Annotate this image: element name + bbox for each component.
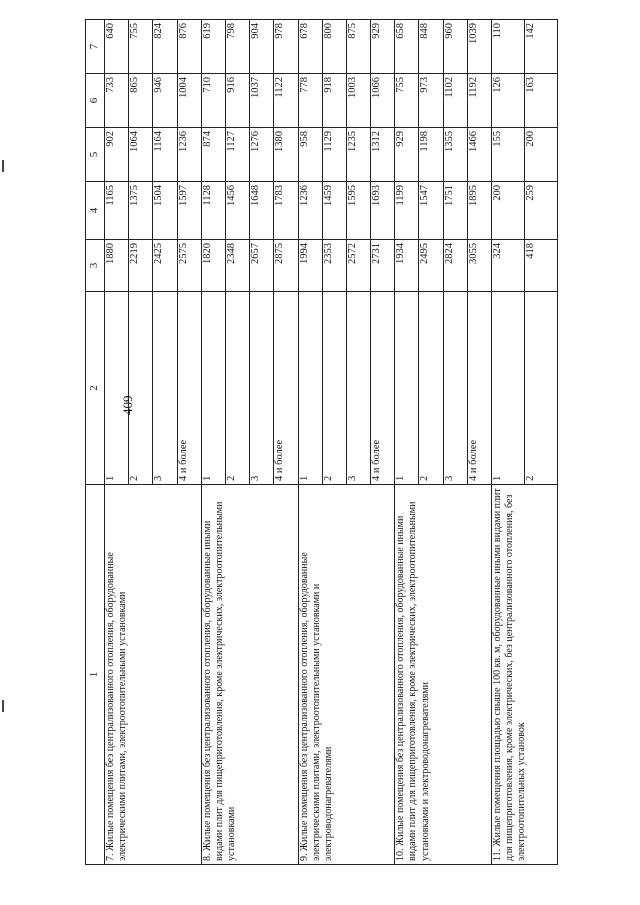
value-cell: 1066 bbox=[371, 74, 395, 128]
room-count-cell: 3 bbox=[153, 292, 177, 485]
value-cell: 1128 bbox=[201, 182, 225, 240]
value-cell: 2425 bbox=[153, 240, 177, 292]
room-count-cell: 2 bbox=[524, 292, 557, 485]
value-cell: 2824 bbox=[443, 240, 467, 292]
value-cell: 200 bbox=[524, 128, 557, 182]
category-description: 7. Жилые помещения без централизованного отопления, оборудованные электрическими плитами, электроотопительными установками bbox=[105, 485, 202, 865]
value-cell: 1236 bbox=[177, 128, 201, 182]
value-cell: 1895 bbox=[467, 182, 491, 240]
value-cell: 1198 bbox=[419, 128, 443, 182]
value-cell: 958 bbox=[298, 128, 322, 182]
value-cell: 733 bbox=[105, 74, 129, 128]
value-cell: 1459 bbox=[322, 182, 346, 240]
table-row bbox=[298, 20, 322, 865]
value-cell: 798 bbox=[225, 20, 249, 74]
rotated-page-content bbox=[85, 20, 558, 865]
value-cell: 874 bbox=[201, 128, 225, 182]
value-cell: 1165 bbox=[105, 182, 129, 240]
room-count-cell: 4 и более bbox=[274, 292, 298, 485]
value-cell: 324 bbox=[492, 240, 525, 292]
value-cell: 2219 bbox=[129, 240, 153, 292]
value-cell: 1129 bbox=[322, 128, 346, 182]
value-cell: 1235 bbox=[346, 128, 370, 182]
room-count-cell: 2 bbox=[322, 292, 346, 485]
room-count-cell: 1 bbox=[201, 292, 225, 485]
value-cell: 678 bbox=[298, 20, 322, 74]
value-cell: 1064 bbox=[129, 128, 153, 182]
value-cell: 1380 bbox=[274, 128, 298, 182]
value-cell: 1751 bbox=[443, 182, 467, 240]
value-cell: 946 bbox=[153, 74, 177, 128]
value-cell: 1880 bbox=[105, 240, 129, 292]
room-count-cell: 2 bbox=[419, 292, 443, 485]
value-cell: 200 bbox=[492, 182, 525, 240]
value-cell: 110 bbox=[492, 20, 525, 74]
value-cell: 875 bbox=[346, 20, 370, 74]
value-cell: 619 bbox=[201, 20, 225, 74]
value-cell: 1355 bbox=[443, 128, 467, 182]
value-cell: 1192 bbox=[467, 74, 491, 128]
value-cell: 800 bbox=[322, 20, 346, 74]
room-count-cell: 1 bbox=[492, 292, 525, 485]
value-cell: 778 bbox=[298, 74, 322, 128]
table-row bbox=[201, 20, 225, 865]
value-cell: 1039 bbox=[467, 20, 491, 74]
value-cell: 2731 bbox=[371, 240, 395, 292]
value-cell: 658 bbox=[395, 20, 419, 74]
value-cell: 978 bbox=[274, 20, 298, 74]
scan-edge-mark bbox=[2, 160, 4, 172]
value-cell: 710 bbox=[201, 74, 225, 128]
value-cell: 1102 bbox=[443, 74, 467, 128]
room-count-cell: 2 bbox=[225, 292, 249, 485]
value-cell: 929 bbox=[395, 128, 419, 182]
room-count-cell: 4 и более bbox=[467, 292, 491, 485]
value-cell: 755 bbox=[395, 74, 419, 128]
value-cell: 865 bbox=[129, 74, 153, 128]
room-count-cell: 3 bbox=[250, 292, 274, 485]
value-cell: 1312 bbox=[371, 128, 395, 182]
value-cell: 1547 bbox=[419, 182, 443, 240]
value-cell: 1199 bbox=[395, 182, 419, 240]
value-cell: 1127 bbox=[225, 128, 249, 182]
column-header: 5 bbox=[86, 128, 105, 182]
value-cell: 1164 bbox=[153, 128, 177, 182]
value-cell: 418 bbox=[524, 240, 557, 292]
value-cell: 1003 bbox=[346, 74, 370, 128]
category-description: 8. Жилые помещения без централизованного отопления, оборудованные иными видами плит для пищеприготовления, кроме электрических, электроотопительными установками bbox=[201, 485, 298, 865]
room-count-cell: 2 bbox=[129, 292, 153, 485]
category-description: 9. Жилые помещения без централизованного отопления, оборудованные электрическими плитами, электроотопительными установками и электроводонагревателями bbox=[298, 485, 395, 865]
value-cell: 259 bbox=[524, 182, 557, 240]
column-number-row bbox=[86, 20, 105, 865]
value-cell: 824 bbox=[153, 20, 177, 74]
value-cell: 1466 bbox=[467, 128, 491, 182]
value-cell: 2348 bbox=[225, 240, 249, 292]
value-cell: 929 bbox=[371, 20, 395, 74]
table-row bbox=[395, 20, 419, 865]
value-cell: 902 bbox=[105, 128, 129, 182]
value-cell: 2875 bbox=[274, 240, 298, 292]
value-cell: 1820 bbox=[201, 240, 225, 292]
value-cell: 1276 bbox=[250, 128, 274, 182]
value-cell: 848 bbox=[419, 20, 443, 74]
room-count-cell: 1 bbox=[298, 292, 322, 485]
room-count-cell: 4 и более bbox=[177, 292, 201, 485]
category-description: 10. Жилые помещения без централизованного отопления, оборудованные иными видами плит для пищеприготовления, кроме электрических, электроотопительными установками и электроводонагревателями bbox=[395, 485, 492, 865]
value-cell: 2657 bbox=[250, 240, 274, 292]
column-header: 1 bbox=[86, 485, 105, 865]
value-cell: 2353 bbox=[322, 240, 346, 292]
value-cell: 1037 bbox=[250, 74, 274, 128]
scan-edge-mark bbox=[2, 700, 4, 712]
tariff-table bbox=[85, 19, 558, 865]
value-cell: 1783 bbox=[274, 182, 298, 240]
value-cell: 163 bbox=[524, 74, 557, 128]
value-cell: 155 bbox=[492, 128, 525, 182]
value-cell: 973 bbox=[419, 74, 443, 128]
value-cell: 904 bbox=[250, 20, 274, 74]
value-cell: 3055 bbox=[467, 240, 491, 292]
value-cell: 1597 bbox=[177, 182, 201, 240]
value-cell: 916 bbox=[225, 74, 249, 128]
value-cell: 2575 bbox=[177, 240, 201, 292]
value-cell: 1648 bbox=[250, 182, 274, 240]
value-cell: 918 bbox=[322, 74, 346, 128]
category-description: 11. Жилые помещения площадью свыше 100 кв. м, оборудованные иными видами плит для пищеприготовления, кроме электрических, без централизованного отопления, без электроотопительных установок bbox=[492, 485, 558, 865]
room-count-cell: 1 bbox=[395, 292, 419, 485]
room-count-cell: 1 bbox=[105, 292, 129, 485]
value-cell: 1504 bbox=[153, 182, 177, 240]
value-cell: 876 bbox=[177, 20, 201, 74]
table-row bbox=[105, 20, 129, 865]
column-header: 6 bbox=[86, 74, 105, 128]
column-header: 4 bbox=[86, 182, 105, 240]
value-cell: 2572 bbox=[346, 240, 370, 292]
room-count-cell: 4 и более bbox=[371, 292, 395, 485]
column-header: 3 bbox=[86, 240, 105, 292]
value-cell: 1004 bbox=[177, 74, 201, 128]
value-cell: 2495 bbox=[419, 240, 443, 292]
value-cell: 1236 bbox=[298, 182, 322, 240]
value-cell: 640 bbox=[105, 20, 129, 74]
value-cell: 1122 bbox=[274, 74, 298, 128]
value-cell: 1934 bbox=[395, 240, 419, 292]
page-number: 409 bbox=[120, 395, 135, 415]
value-cell: 1375 bbox=[129, 182, 153, 240]
table-row bbox=[492, 20, 525, 865]
value-cell: 142 bbox=[524, 20, 557, 74]
value-cell: 126 bbox=[492, 74, 525, 128]
value-cell: 1595 bbox=[346, 182, 370, 240]
column-header: 7 bbox=[86, 20, 105, 74]
value-cell: 1456 bbox=[225, 182, 249, 240]
room-count-cell: 3 bbox=[443, 292, 467, 485]
value-cell: 960 bbox=[443, 20, 467, 74]
value-cell: 1693 bbox=[371, 182, 395, 240]
room-count-cell: 3 bbox=[346, 292, 370, 485]
value-cell: 755 bbox=[129, 20, 153, 74]
value-cell: 1994 bbox=[298, 240, 322, 292]
column-header: 2 bbox=[86, 292, 105, 485]
